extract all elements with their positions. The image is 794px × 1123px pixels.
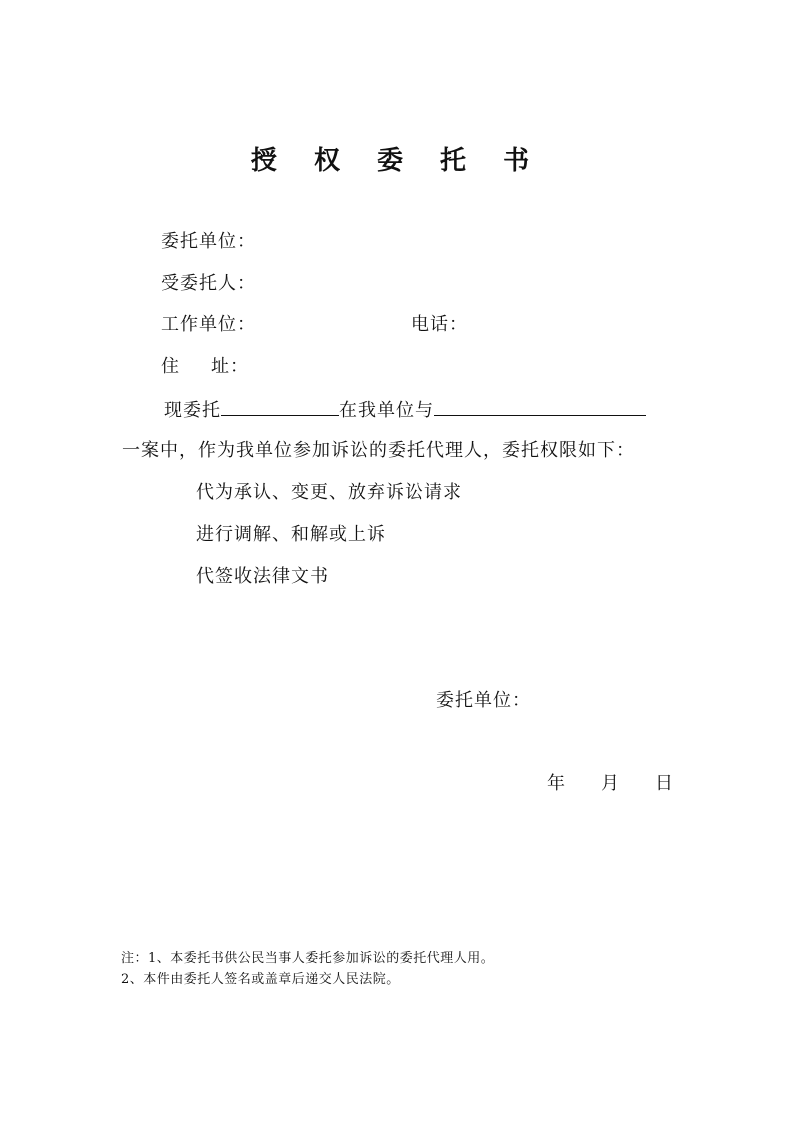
- address-label-char1: 住: [161, 356, 180, 377]
- power-item: 代为承认、变更、放弃诉讼请求: [196, 482, 462, 503]
- page-title: 授 权 委 托 书: [250, 146, 544, 176]
- agent-name-blank[interactable]: [221, 397, 339, 416]
- signature-unit-label: 委托单位：: [436, 690, 531, 711]
- work-unit-label: 工作单位：: [161, 314, 256, 335]
- date-day: 日: [655, 773, 674, 794]
- note-line-1: 注：1、本委托书供公民当事人委托参加诉讼的委托代理人用。: [121, 951, 495, 966]
- note-line-2: 2、本件由委托人签名或盖章后递交人民法院。: [121, 972, 400, 987]
- statement-middle: 在我单位与: [339, 400, 434, 421]
- address-label-char2: 址：: [211, 356, 249, 377]
- trustee-label: 受委托人：: [161, 273, 256, 294]
- date-month: 月: [601, 773, 620, 794]
- power-item: 代签收法律文书: [196, 566, 329, 587]
- statement-line-2: 一案中，作为我单位参加诉讼的委托代理人，委托权限如下：: [122, 440, 635, 461]
- phone-label: 电话：: [411, 314, 468, 335]
- date-year: 年: [547, 773, 566, 794]
- opposing-party-blank[interactable]: [434, 397, 646, 416]
- entrusting-unit-label: 委托单位：: [161, 231, 256, 252]
- statement-line-1: [164, 397, 646, 423]
- statement-prefix: 现委托: [164, 400, 221, 421]
- power-item: 进行调解、和解或上诉: [196, 524, 386, 545]
